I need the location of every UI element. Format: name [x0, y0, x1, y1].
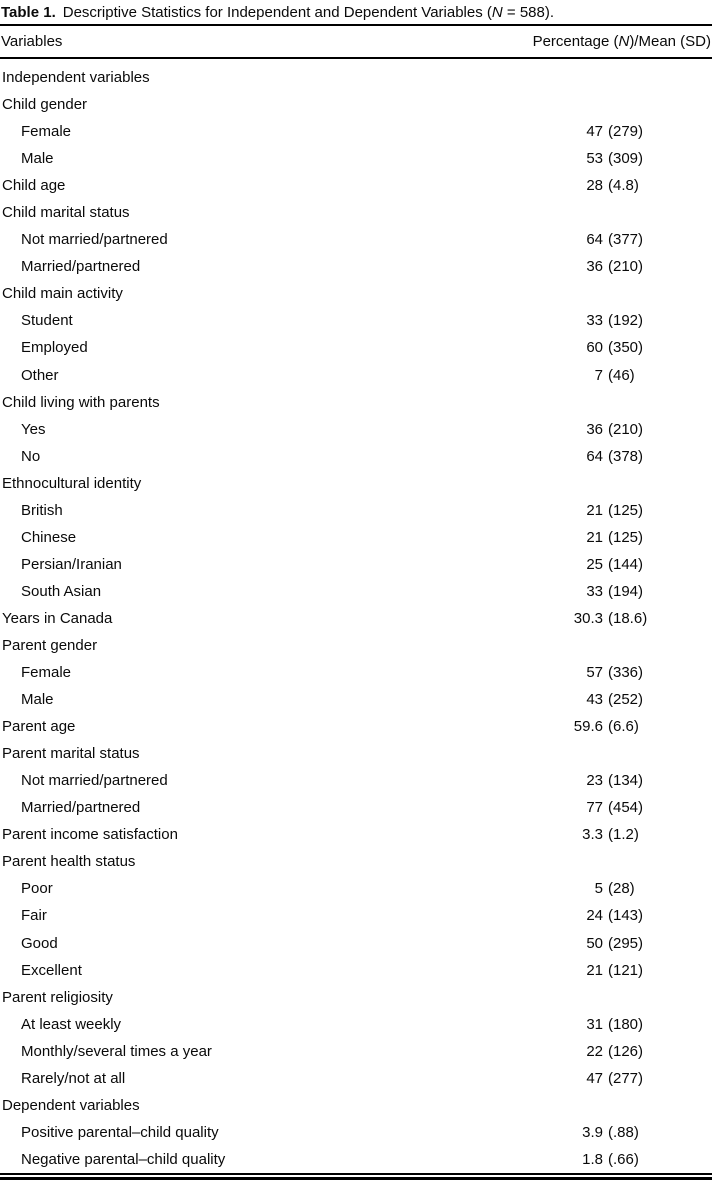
row-value-number: 24 — [586, 907, 603, 925]
row-label: British — [21, 501, 63, 519]
row-label: Not married/partnered — [21, 231, 168, 249]
row-value — [569, 826, 660, 843]
table-row — [0, 605, 712, 632]
row-label: Male — [21, 691, 54, 709]
table-row — [0, 172, 712, 199]
row-label: Child main activity — [2, 285, 123, 303]
row-value-paren: (454) — [608, 799, 644, 817]
row-value-number: 30.3 — [573, 609, 603, 627]
row-label: Female — [21, 664, 72, 682]
row-value-paren: (126) — [608, 1042, 644, 1060]
table-row — [0, 389, 712, 416]
row-value-number: 33 — [586, 582, 603, 600]
row-label: Parent gender — [2, 637, 98, 654]
table-row — [0, 1011, 712, 1038]
row-label: At least weekly — [21, 1015, 122, 1033]
row-value — [569, 1043, 660, 1060]
row-value-paren: (46) — [608, 366, 635, 384]
row-value-number: 64 — [586, 231, 603, 249]
table-row — [0, 1146, 712, 1173]
table-row — [0, 740, 712, 767]
row-label: Child marital status — [2, 204, 130, 222]
table-row — [0, 875, 712, 902]
table-row — [0, 984, 712, 1011]
table-row — [0, 362, 712, 389]
table-row — [0, 307, 712, 334]
table-row — [0, 443, 712, 470]
row-label: Female — [21, 123, 72, 141]
table-row — [0, 930, 712, 957]
bottom-rule — [0, 1173, 712, 1175]
row-value-number: 3.9 — [582, 1123, 603, 1141]
table-row — [0, 794, 712, 821]
row-value-paren: (125) — [608, 528, 644, 546]
row-value-paren: (277) — [608, 1069, 644, 1087]
table-row — [0, 848, 712, 875]
row-value — [569, 177, 660, 194]
row-value-number: 25 — [586, 555, 603, 573]
row-value — [569, 1070, 660, 1087]
row-value — [569, 556, 660, 573]
row-value — [569, 799, 660, 816]
table-row — [0, 118, 712, 145]
row-label: Parent health status — [2, 853, 136, 871]
row-label: Good — [21, 934, 58, 952]
row-value-paren: (.66) — [608, 1150, 639, 1168]
table-row — [0, 524, 712, 551]
row-value-paren: (18.6) — [608, 609, 648, 627]
row-value-paren: (1.2) — [608, 826, 639, 844]
row-value-number: 22 — [586, 1042, 603, 1060]
row-value-number: 3.3 — [582, 826, 603, 844]
column-header-variables: Variables — [1, 33, 63, 50]
row-label: Married/partnered — [21, 258, 141, 276]
table-row — [0, 280, 712, 307]
row-label: Positive parental–child quality — [21, 1123, 219, 1141]
row-value-number: 77 — [586, 799, 603, 817]
table-row — [0, 145, 712, 172]
row-value-paren: (134) — [608, 772, 644, 790]
row-label: Rarely/not at all — [21, 1069, 126, 1087]
row-label: No — [21, 447, 41, 465]
table-row — [0, 91, 712, 118]
row-value-number: 47 — [586, 1069, 603, 1087]
row-value-number: 33 — [586, 312, 603, 330]
row-value-number: 57 — [586, 664, 603, 682]
row-value-paren: (4.8) — [608, 177, 639, 195]
row-value-paren: (295) — [608, 934, 644, 952]
row-value — [569, 1016, 660, 1033]
row-value-number: 36 — [586, 258, 603, 276]
row-value-paren: (378) — [608, 447, 644, 465]
row-value-paren: (121) — [608, 961, 644, 979]
row-value — [569, 258, 660, 275]
table-row — [0, 226, 712, 253]
table-title-n: N — [491, 4, 503, 21]
row-value — [569, 150, 660, 167]
table-row — [0, 821, 712, 848]
row-label: Years in Canada — [2, 609, 113, 627]
row-label: Parent marital status — [2, 745, 140, 763]
table-row — [0, 713, 712, 740]
row-label: Parent income satisfaction — [2, 826, 178, 844]
row-value-paren: (279) — [608, 123, 644, 141]
row-value — [569, 583, 660, 600]
row-label: South Asian — [21, 582, 102, 600]
row-label: Monthly/several times a year — [21, 1042, 212, 1060]
row-value-paren: (6.6) — [608, 718, 639, 736]
row-value-paren: (210) — [608, 420, 644, 438]
row-label: Excellent — [21, 961, 82, 979]
table-row — [0, 199, 712, 226]
table-row — [0, 470, 712, 497]
row-value-number: 7 — [594, 366, 603, 384]
table-row — [0, 1038, 712, 1065]
row-value-number: 28 — [586, 177, 603, 195]
row-label: Fair — [21, 907, 47, 925]
table-row — [0, 632, 712, 659]
table-row — [0, 1119, 712, 1146]
table-row — [0, 416, 712, 443]
row-label: Ethnocultural identity — [2, 474, 142, 492]
row-value-paren: (180) — [608, 1015, 644, 1033]
bottom-bar — [0, 1177, 712, 1180]
table-title-tail: = 588). — [502, 4, 555, 21]
row-label: Child age — [2, 177, 66, 195]
table-row — [0, 686, 712, 713]
column-header-value: Percentage (N)/Mean (SD) — [532, 33, 711, 50]
row-label: Married/partnered — [21, 799, 141, 817]
row-value-paren: (143) — [608, 907, 644, 925]
row-label: Parent religiosity — [2, 988, 113, 1006]
row-value — [569, 421, 660, 438]
table-row — [0, 578, 712, 605]
row-label: Dependent variables — [2, 1096, 140, 1114]
row-value — [569, 367, 660, 384]
table-header-row — [0, 26, 712, 57]
row-value — [569, 312, 660, 329]
row-value-paren: (336) — [608, 664, 644, 682]
row-value-paren: (28) — [608, 880, 635, 898]
row-value-number: 43 — [586, 691, 603, 709]
row-value-number: 31 — [586, 1015, 603, 1033]
row-value — [569, 339, 660, 356]
row-label: Child living with parents — [2, 393, 160, 411]
row-value — [569, 1151, 660, 1168]
table-row — [0, 497, 712, 524]
table-number-label: Table 1. — [1, 4, 56, 21]
table-row — [0, 659, 712, 686]
row-value-paren: (192) — [608, 312, 644, 330]
row-label: Not married/partnered — [21, 772, 168, 790]
row-label: Male — [21, 150, 54, 168]
row-value-number: 21 — [586, 961, 603, 979]
row-value-number: 21 — [586, 501, 603, 519]
row-value-paren: (350) — [608, 339, 644, 357]
row-label: Parent age — [2, 718, 76, 736]
table-row — [0, 253, 712, 280]
row-label: Chinese — [21, 528, 77, 546]
row-value-paren: (377) — [608, 231, 644, 249]
row-value — [569, 718, 660, 735]
row-value — [569, 935, 660, 952]
row-value-paren: (252) — [608, 691, 644, 709]
row-value-paren: (309) — [608, 150, 644, 168]
row-value-paren: (.88) — [608, 1123, 639, 1141]
table-row — [0, 1065, 712, 1092]
row-label: Independent variables — [2, 69, 150, 87]
row-label: Student — [21, 312, 73, 330]
row-value — [569, 907, 660, 924]
table-row — [0, 551, 712, 578]
row-value-number: 47 — [586, 123, 603, 141]
row-label: Yes — [21, 420, 46, 438]
row-value-paren: (194) — [608, 582, 644, 600]
row-value — [569, 502, 660, 519]
row-value-number: 53 — [586, 150, 603, 168]
table-row — [0, 767, 712, 794]
row-value-number: 21 — [586, 528, 603, 546]
row-value — [569, 880, 660, 897]
row-label: Poor — [21, 880, 53, 898]
table-row — [0, 957, 712, 984]
row-value-number: 60 — [586, 339, 603, 357]
row-value — [569, 610, 660, 627]
column-header-n: N — [618, 33, 630, 50]
row-value-number: 50 — [586, 934, 603, 952]
row-value — [569, 664, 660, 681]
row-value-number: 59.6 — [573, 718, 603, 736]
row-value-paren: (125) — [608, 501, 644, 519]
row-value-number: 5 — [594, 880, 603, 898]
table-row — [0, 64, 712, 91]
row-value — [569, 123, 660, 140]
row-label: Negative parental–child quality — [21, 1150, 226, 1168]
row-value — [569, 962, 660, 979]
row-label: Employed — [21, 339, 88, 357]
row-value — [569, 448, 660, 465]
table-title — [0, 0, 712, 24]
table-row — [0, 1092, 712, 1119]
row-value — [569, 691, 660, 708]
row-value-paren: (144) — [608, 555, 644, 573]
row-value-number: 1.8 — [582, 1150, 603, 1168]
table-body — [0, 59, 712, 1173]
row-label: Persian/Iranian — [21, 555, 122, 573]
row-value — [569, 772, 660, 789]
row-value — [569, 231, 660, 248]
row-label: Child gender — [2, 96, 88, 114]
row-value — [569, 529, 660, 546]
table-row — [0, 334, 712, 361]
row-label: Other — [21, 366, 59, 384]
table-row — [0, 902, 712, 929]
table-title-text: Descriptive Statistics for Independent and Dependent Variables ( — [62, 4, 492, 21]
row-value-number: 36 — [586, 420, 603, 438]
row-value-paren: (210) — [608, 258, 644, 276]
row-value-number: 23 — [586, 772, 603, 790]
row-value — [569, 1124, 660, 1141]
row-value-number: 64 — [586, 447, 603, 465]
